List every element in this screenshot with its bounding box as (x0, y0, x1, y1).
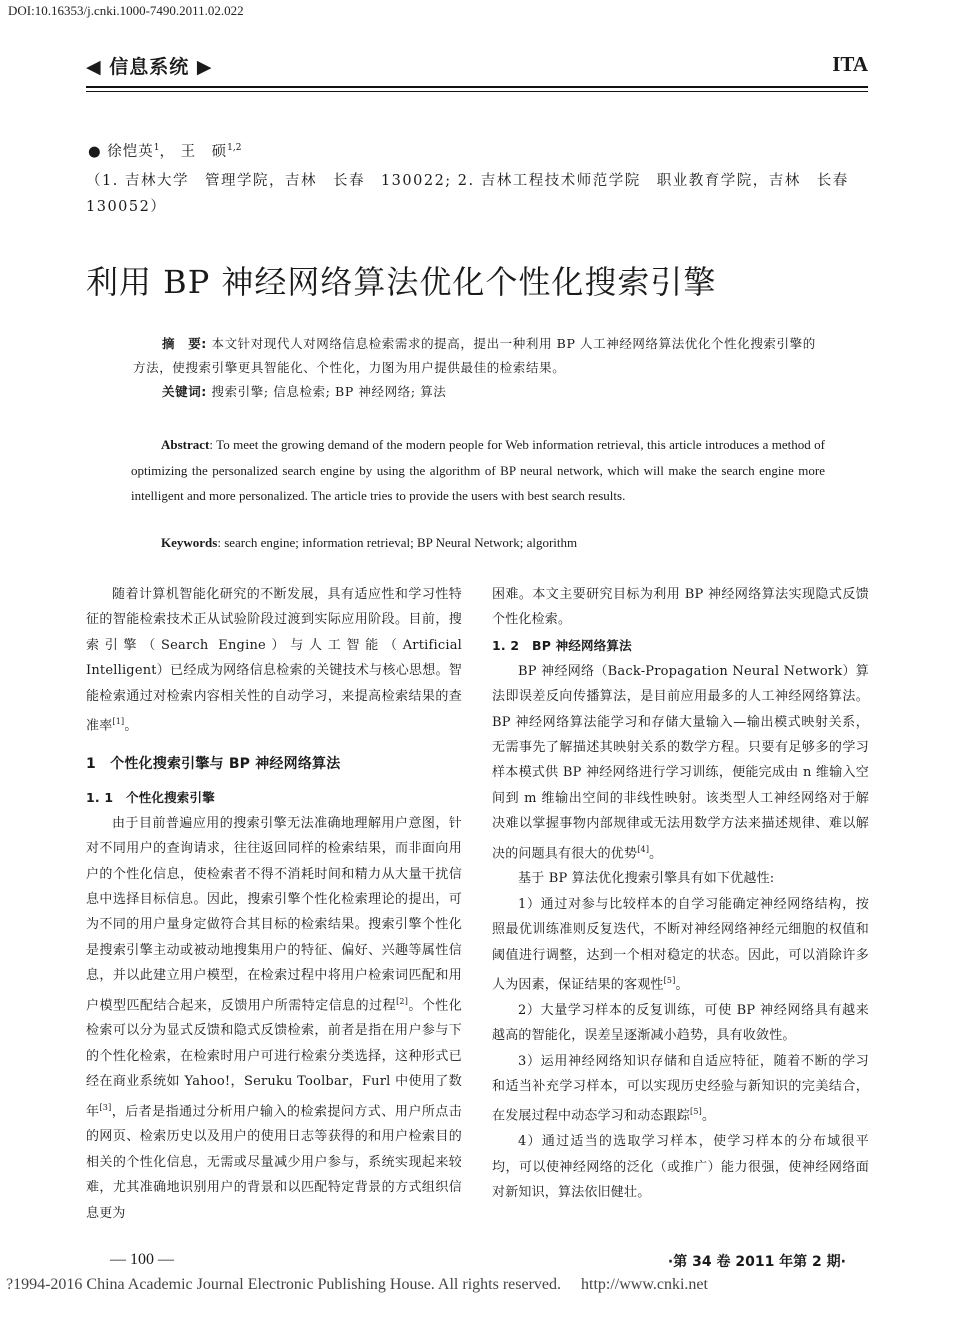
abstract-en-text: : To meet the growing demand of the modern people for Web information retrieval, this article introduces a method of optimizing the personalized search engine by using the algorithm of BP neural network, which will make the search engine more intelligent and more personalized. The article tries to provide the users with best search results. (131, 437, 825, 503)
citation: [5] (690, 1107, 702, 1117)
author-line (88, 140, 241, 161)
bullet-icon: ● (88, 144, 102, 160)
intro-end: 。 (124, 718, 138, 734)
continued-paragraph: 困难。本文主要研究目标为利用 BP 神经网络算法实现隐式反馈个性化检索。 (492, 587, 869, 628)
keywords-cn-label: 关键词: (162, 384, 207, 399)
abstract-cn-label: 摘 要: (162, 336, 207, 351)
list-item-text: 1）通过对参与比较样本的自学习能确定神经网络结构，按照最优训练准则反复迭代，不断对神经网络神经元细胞的权值和阈值进行调整，达到一个相对稳定的状态。因此，可以消除许多人为因素，保证结果的客观性 (492, 896, 869, 993)
keywords-cn-text: 搜索引擎; 信息检索; BP 神经网络; 算法 (206, 384, 447, 399)
intro-paragraph (86, 582, 462, 739)
list-item (492, 1049, 869, 1130)
citation: [1] (112, 717, 125, 727)
list-item-end: 。 (701, 1108, 716, 1124)
affiliation: （1. 吉林大学 管理学院，吉林 长春 130022; 2. 吉林工程技术师范学院 职业教育学院，吉林 长春 130052） (86, 173, 865, 215)
section-label: ◀ 信息系统 ▶ (86, 56, 213, 78)
paragraph-1-2 (492, 659, 869, 867)
author-2: 王 硕 (180, 144, 228, 160)
author-separator: ， (159, 144, 175, 160)
paragraph-text: BP 神经网络（Back-Propagation Neural Network）算法即误差反向传播算法，是目前应用最多的人工神经网络算法。BP 神经网络算法能学习和存储大量输入—输出模式映射关系，无需事先了解描述其映射关系的数学方程。只要有足够多的学习样本模式供 BP 神经网络进行学习训练，便能完成由 n 维输入空间到 m 维输出空间的非线性映射。该类型人工神经网络对于解决难以掌握事物内部规律或无法用数学方法来描述规律、难以解决的问题具有很大的优势 (492, 663, 869, 861)
abstract-cn (133, 332, 825, 380)
abstract-cn-text: 本文针对现代人对网络信息检索需求的提高，提出一种利用 BP 人工神经网络算法优化个性化搜索引擎的方法，使搜索引擎更具智能化、个性化，力图为用户提供最佳的检索结果。 (133, 336, 816, 375)
author-2-affil: 1,2 (227, 143, 242, 154)
author-1: 徐恺英 (107, 144, 154, 160)
section-heading-1: 1 个性化搜索引擎与 BP 神经网络算法 (86, 755, 341, 772)
citation: [5] (663, 976, 676, 986)
citation: [4] (637, 844, 650, 854)
citation: [2] (396, 996, 409, 1006)
keywords-cn (162, 382, 446, 400)
paragraph-1-1 (86, 811, 462, 1226)
running-header (86, 52, 868, 82)
subsection-heading-1-1: 1. 1 个性化搜索引擎 (86, 789, 215, 805)
abstract-en-label: Abstract (161, 437, 210, 452)
copyright-line: ?1994-2016 China Academic Journal Electronic Publishing House. All rights reserved. http://www.cnki.net (6, 1276, 708, 1293)
paper-title: 利用 BP 神经网络算法优化个性化搜索引擎 (86, 263, 717, 301)
subsection-heading-1-2: 1. 2 BP 神经网络算法 (492, 637, 632, 653)
list-item-text: 3）运用神经网络知识存储和自适应特征，随着不断的学习和适当补充学习样本，可以实现历史经验与新知识的完美结合，在发展过程中动态学习和动态跟踪 (492, 1053, 869, 1124)
list-item: 4）通过适当的选取学习样本，使学习样本的分布域很平均，可以使神经网络的泛化（或推广）能力很强，使神经网络面对新知识，算法依旧健壮。 (492, 1134, 869, 1200)
paragraph-text: ，后者是指通过分析用户输入的检索提问方式、用户所点击的网页、检索历史以及用户的使用日志等获得的和用户检索目的相关的个性化信息，无需或尽量减少用户参与，系统实现起来较难，尤其准确地识别用户的背景和以匹配特定背景的方式组织信息更为 (86, 1103, 462, 1221)
journal-abbr: ITA (832, 52, 868, 76)
citation: [3] (99, 1102, 112, 1112)
paragraph-text: 。个性化检索可以分为显式反馈和隐式反馈检索，前者是指在用户参与下的个性化检索，在检索时用户可进行检索分类选择，这种形式已经在商业系统如 Yahoo!，Seruku Toolbar，Furl 中使用了数年 (86, 997, 462, 1119)
keywords-en-label: Keywords (161, 535, 218, 550)
list-item (492, 892, 869, 998)
keywords-en (161, 535, 577, 551)
doi-text: DOI:10.16353/j.cnki.1000-7490.2011.02.022 (8, 3, 244, 18)
keywords-en-text: : search engine; information retrieval; BP Neural Network; algorithm (217, 535, 578, 550)
paragraph-end: 。 (649, 845, 663, 861)
body-column-right (492, 582, 869, 1205)
header-rule-thick (86, 86, 868, 88)
paragraph-text: 由于目前普遍应用的搜索引擎无法准确地理解用户意图，针对不同用户的查询请求，往往返回同样的检索结果，而非面向用户的个性化信息，使检索者不得不消耗时间和精力从大量干扰信息中选择目标信息。因此，搜索引擎个性化检索理论的提出，可为不同的用户量身定做符合其目标的检索结果。搜索引擎个性化是搜索引擎主动或被动地搜集用户的特征、偏好、兴趣等属性信息，并以此建立用户模型，在检索过程中将用户检索词匹配和用户模型匹配结合起来，反馈用户所需特定信息的过程 (86, 815, 462, 1013)
advantages-intro: 基于 BP 算法优化搜索引擎具有如下优越性: (518, 871, 775, 887)
list-item-end: 。 (675, 977, 689, 993)
abstract-en (131, 432, 825, 509)
author-1-affil: 1 (153, 143, 160, 154)
body-column-left (86, 582, 462, 1226)
header-rule-thin (86, 91, 868, 92)
list-item: 2）大量学习样本的反复训练，可使 BP 神经网络具有越来越高的智能化，误差呈逐渐减小趋势，具有收敛性。 (492, 1002, 869, 1044)
issue-info: ·第 34 卷 2011 年第 2 期· (667, 1254, 846, 1270)
intro-text: 随着计算机智能化研究的不断发展，具有适应性和学习性特征的智能检索技术正从试验阶段过渡到实际应用阶段。目前，搜索引擎（Search Engine）与人工智能（Artificial Intelligent）已经成为网络信息检索的关键技术与核心思想。智能检索通过对检索内容相关性的自动学习，来提高检索结果的查准率 (86, 587, 462, 734)
page-number: — 100 — (110, 1251, 174, 1268)
